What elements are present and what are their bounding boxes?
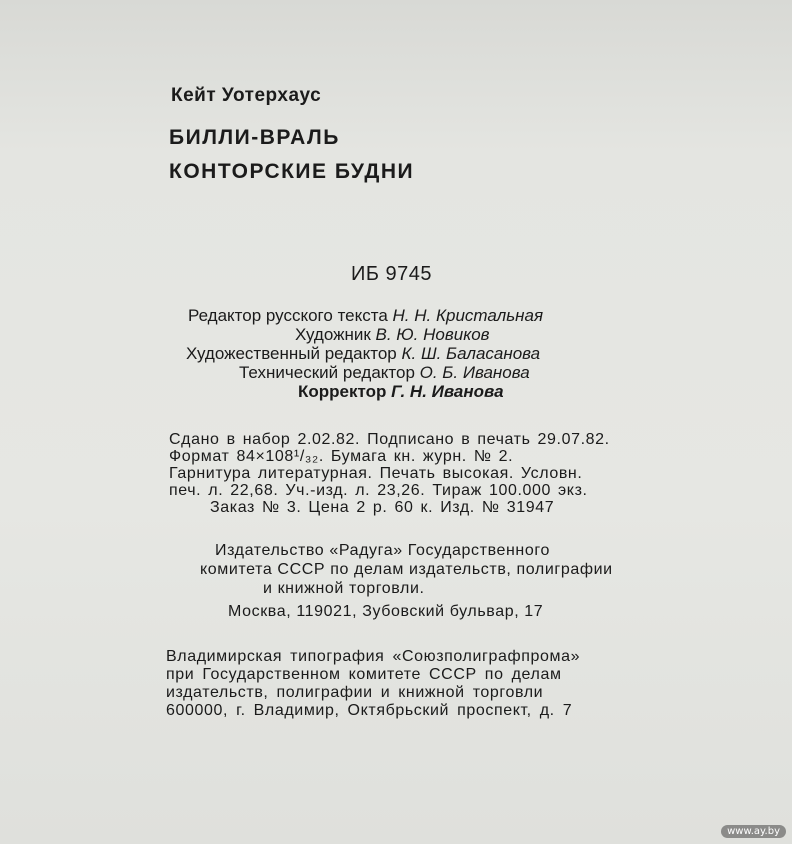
print-detail-line: Формат 84×108¹/₃₂. Бумага кн. журн. № 2. <box>169 448 514 465</box>
print-detail-line: Заказ № 3. Цена 2 р. 60 к. Изд. № 31947 <box>210 499 555 516</box>
credit-role: Технический редактор <box>239 363 415 382</box>
book-title-1: БИЛЛИ-ВРАЛЬ <box>169 126 340 149</box>
credit-role: Корректор <box>298 382 387 401</box>
publisher-block <box>200 541 720 621</box>
credit-person: Н. Н. Кристальная <box>392 306 544 325</box>
credit-art-editor <box>186 344 706 363</box>
publisher-line: и книжной торговли. <box>263 580 425 597</box>
printer-line: при Государственном комитете СССР по делам <box>166 666 562 683</box>
printer-line: Владимирская типография «Союзполиграфпрома» <box>166 648 581 665</box>
credit-role: Художник <box>295 325 371 344</box>
author-name: Кейт Уотерхаус <box>171 85 322 106</box>
credit-role: Редактор русского текста <box>188 306 388 325</box>
publisher-line: Издательство «Радуга» Государственного <box>215 542 550 559</box>
site-watermark: www.ay.by <box>721 825 786 838</box>
ib-number: ИБ 9745 <box>351 263 433 285</box>
credit-role: Художественный редактор <box>186 344 397 363</box>
print-details-block <box>169 431 729 516</box>
credit-person: Г. Н. Иванова <box>391 382 504 401</box>
print-detail-line: Сдано в набор 2.02.82. Подписано в печать 29.07.82. <box>169 431 610 448</box>
credits-block <box>186 306 706 401</box>
printer-address: 600000, г. Владимир, Октябрьский проспект, д. 7 <box>166 702 573 719</box>
credit-person: О. Б. Иванова <box>419 363 530 382</box>
publisher-line: комитета СССР по делам издательств, полиграфии <box>200 561 613 578</box>
publisher-address: Москва, 119021, Зубовский бульвар, 17 <box>228 603 544 620</box>
credit-person: В. Ю. Новиков <box>375 325 490 344</box>
printer-block <box>166 648 746 720</box>
book-title-2: КОНТОРСКИЕ БУДНИ <box>169 160 415 183</box>
credit-proofreader <box>186 382 706 401</box>
credit-tech-editor <box>186 363 706 382</box>
print-detail-line: печ. л. 22,68. Уч.-изд. л. 23,26. Тираж 100.000 экз. <box>169 482 588 499</box>
credit-person: К. Ш. Баласанова <box>401 344 541 363</box>
print-detail-line: Гарнитура литературная. Печать высокая. Условн. <box>169 465 583 482</box>
credit-artist <box>186 325 706 344</box>
printer-line: издательств, полиграфии и книжной торговли <box>166 684 544 701</box>
credit-editor <box>186 306 706 325</box>
